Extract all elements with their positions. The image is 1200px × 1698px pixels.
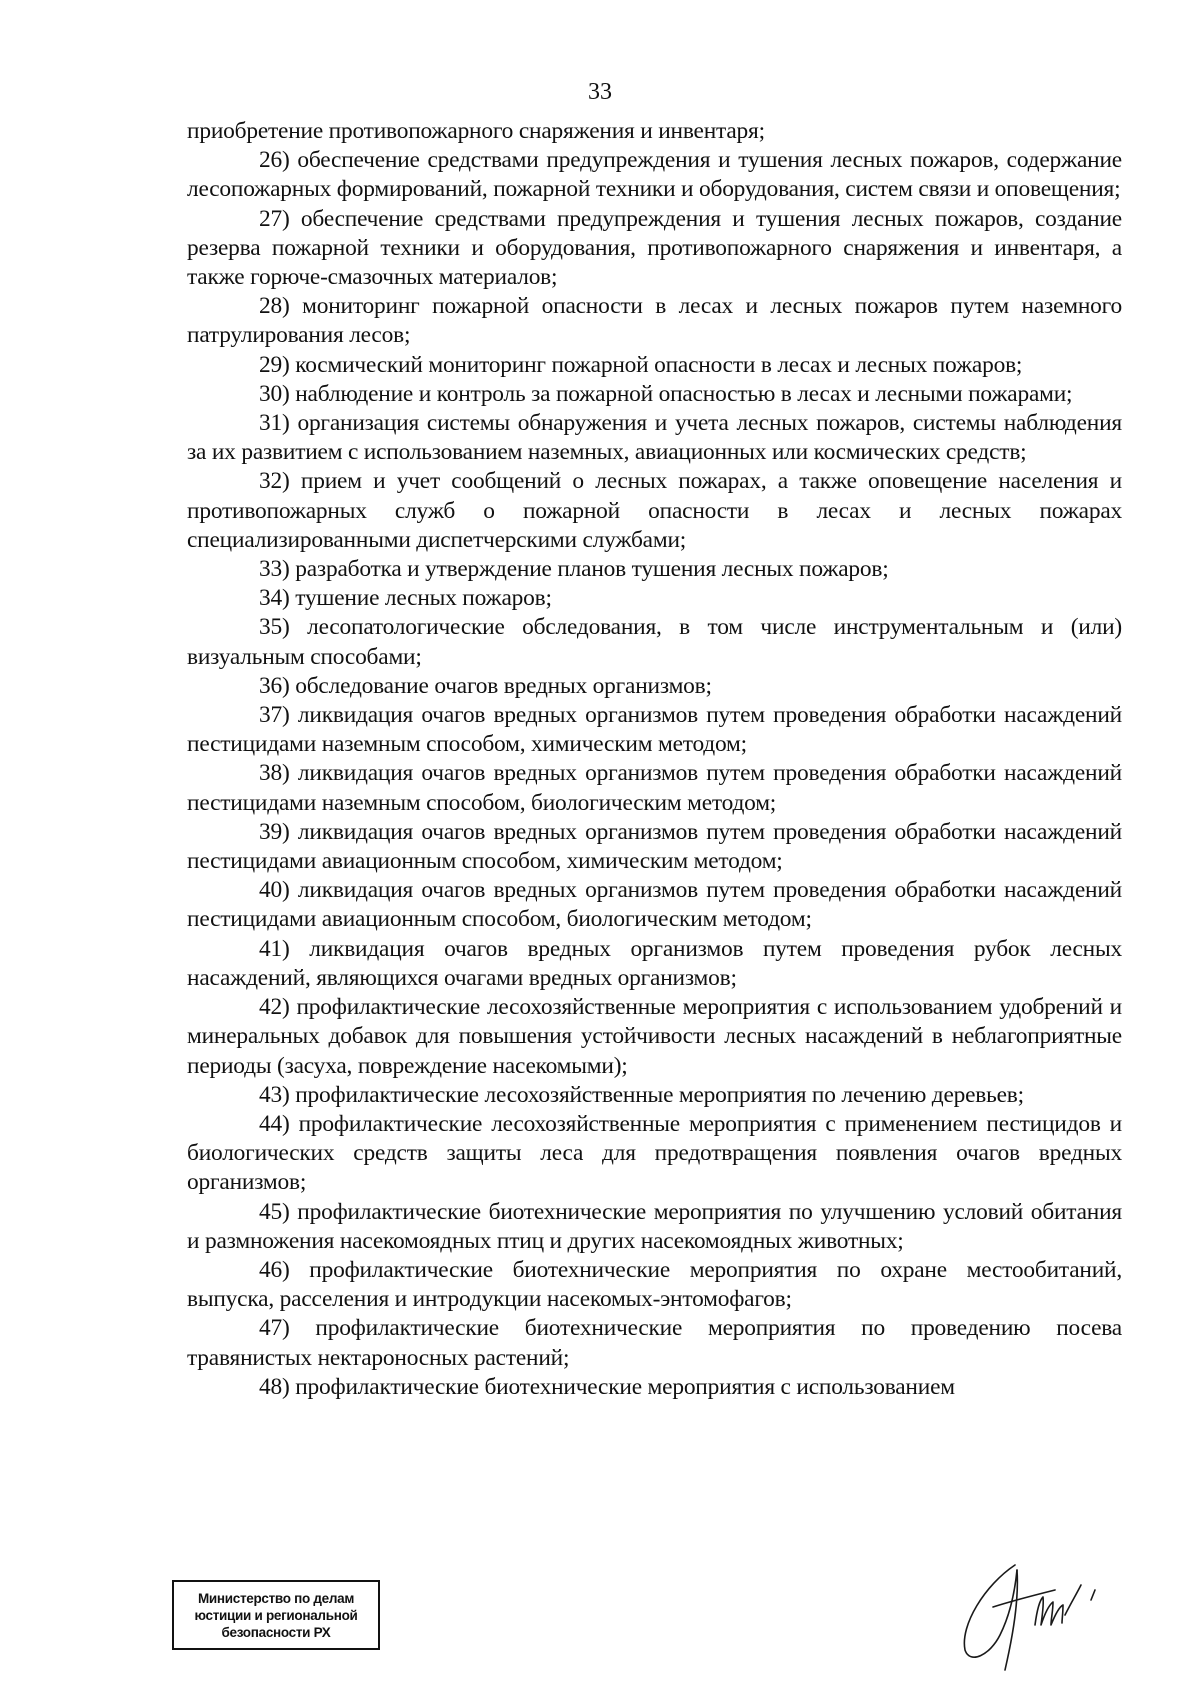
stamp-line: юстиции и региональной xyxy=(194,1607,358,1623)
paragraph-item-26: 26) обеспечение средствами предупреждения и тушения лесных пожаров, содержание лесопожарных формирований, пожарной техники и оборудования, систем связи и оповещения; xyxy=(187,147,1122,203)
paragraph-item-44: 44) профилактические лесохозяйственные мероприятия с применением пестицидов и биологических средств защиты леса для предотвращения появления очагов вредных организмов; xyxy=(187,1110,1122,1196)
paragraph-item-48: 48) профилактические биотехнические мероприятия с использованием xyxy=(259,1373,955,1400)
paragraph-item-47: 47) профилактические биотехнические мероприятия по проведению посева травянистых нектароносных растений; xyxy=(187,1315,1122,1371)
ministry-stamp xyxy=(172,1580,380,1650)
paragraph: приобретение противопожарного снаряжения и инвентаря; xyxy=(187,118,765,144)
paragraph-item-33: 33) разработка и утверждение планов тушения лесных пожаров; xyxy=(259,556,889,583)
paragraph-item-29: 29) космический мониторинг пожарной опасности в лесах и лесных пожаров; xyxy=(259,351,1023,378)
paragraph-item-40: 40) ликвидация очагов вредных организмов путем проведения обработки насаждений пестицидами авиационным способом, биологическим методом; xyxy=(187,877,1122,933)
paragraph-item-35: 35) лесопатологические обследования, в том числе инструментальным и (или) визуальным способами; xyxy=(187,614,1122,670)
paragraph-item-43: 43) профилактические лесохозяйственные мероприятия по лечению деревьев; xyxy=(259,1081,1024,1108)
paragraph-item-46: 46) профилактические биотехнические мероприятия по охране местообитаний, выпуска, расселения и интродукции насекомых-энтомофагов; xyxy=(187,1256,1122,1313)
paragraph-item-36: 36) обследование очагов вредных организмов; xyxy=(259,672,712,699)
paragraph-item-27: 27) обеспечение средствами предупреждения и тушения лесных пожаров, создание резерва пожарной техники и оборудования, противопожарного снаряжения и инвентаря, а также горюче-смазочных материалов; xyxy=(187,205,1122,291)
paragraph-item-30: 30) наблюдение и контроль за пожарной опасностью в лесах и лесными пожарами; xyxy=(259,380,1073,407)
paragraph-item-41: 41) ликвидация очагов вредных организмов путем проведения рубок лесных насаждений, являющихся очагами вредных организмов; xyxy=(187,935,1122,991)
paragraph-item-34: 34) тушение лесных пожаров; xyxy=(259,585,552,612)
stamp-line: безопасности РХ xyxy=(221,1624,331,1640)
page-number: 33 xyxy=(588,79,612,105)
document-body xyxy=(187,117,1122,1402)
handwritten-signature xyxy=(945,1545,1125,1675)
paragraph-item-39: 39) ликвидация очагов вредных организмов путем проведения обработки насаждений пестицидами авиационным способом, химическим методом; xyxy=(187,818,1122,875)
paragraph-item-28: 28) мониторинг пожарной опасности в лесах и лесных пожаров путем наземного патрулирования лесов; xyxy=(187,293,1122,349)
paragraph-item-45: 45) профилактические биотехнические мероприятия по улучшению условий обитания и размножения насекомоядных птиц и других насекомоядных животных; xyxy=(187,1198,1122,1254)
stamp-line: Министерство по делам xyxy=(197,1590,355,1606)
paragraph-item-38: 38) ликвидация очагов вредных организмов путем проведения обработки насаждений пестицидами наземным способом, биологическим методом; xyxy=(187,760,1122,816)
paragraph-item-42: 42) профилактические лесохозяйственные мероприятия с использованием удобрений и минеральных добавок для повышения устойчивости лесных насаждений в неблагоприятные периоды (засуха, повреждение насекомыми); xyxy=(187,994,1122,1079)
paragraph-item-37: 37) ликвидация очагов вредных организмов путем проведения обработки насаждений пестицидами наземным способом, химическим методом; xyxy=(187,702,1122,758)
paragraph-item-31: 31) организация системы обнаружения и учета лесных пожаров, системы наблюдения за их развитием с использованием наземных, авиационных или космических средств; xyxy=(187,410,1122,466)
paragraph-item-32: 32) прием и учет сообщений о лесных пожарах, а также оповещение населения и противопожарных служб о пожарной опасности в лесах и лесных пожарах специализированными диспетчерскими службами; xyxy=(187,468,1122,553)
